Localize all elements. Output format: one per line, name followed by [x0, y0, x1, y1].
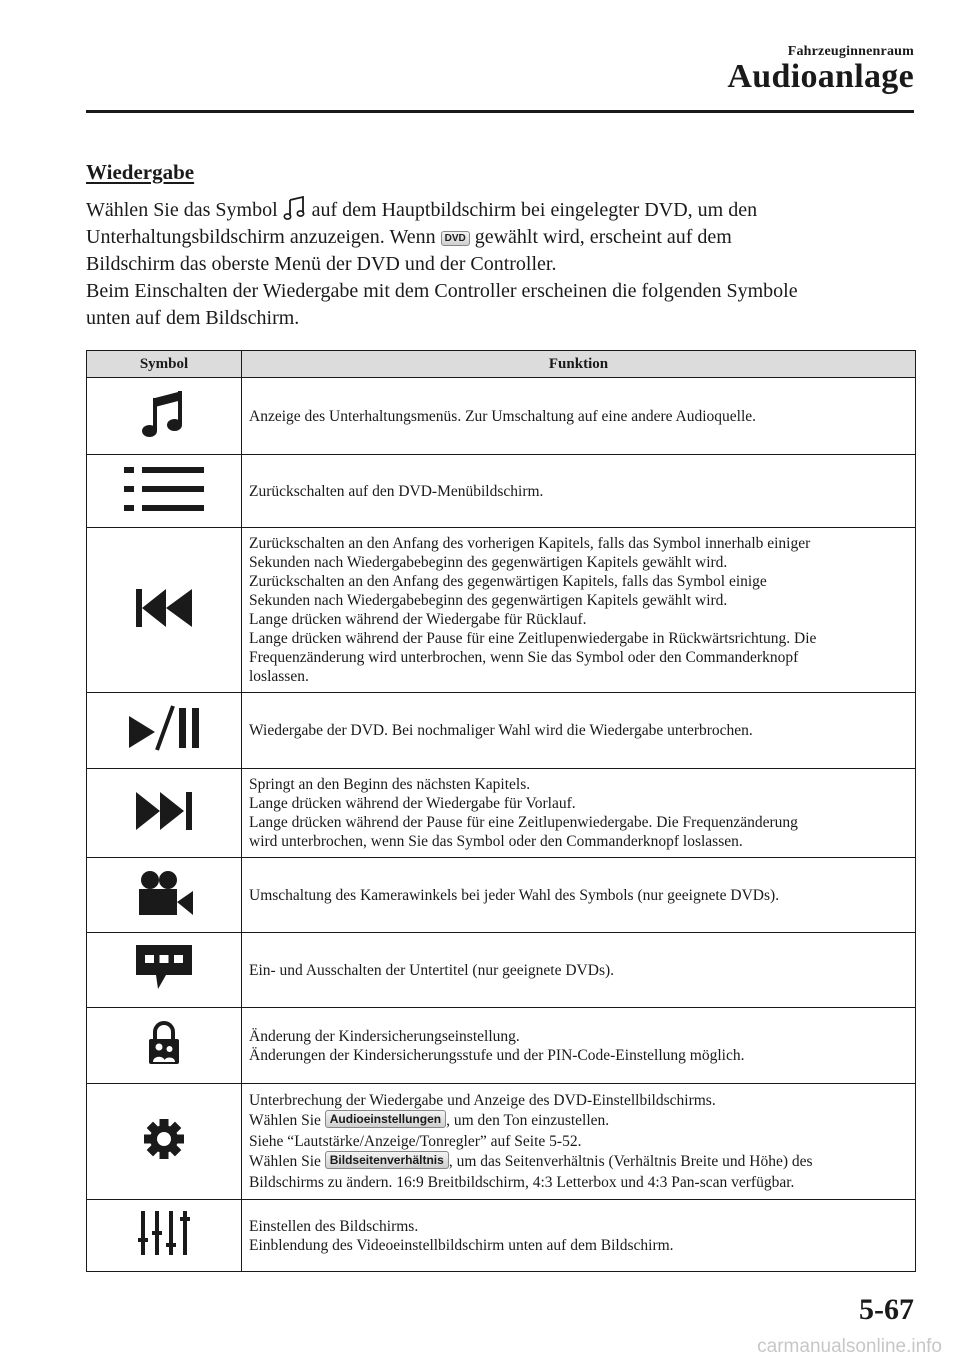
music-note-icon [283, 195, 307, 221]
intro-text: unten auf dem Bildschirm. [86, 307, 300, 329]
symbol-cell [87, 378, 242, 455]
function-cell [242, 378, 916, 455]
intro-paragraph [86, 195, 916, 332]
symbol-cell [87, 933, 242, 1008]
symbol-cell [87, 1008, 242, 1084]
function-text: Änderungen der Kindersicherungsstufe und der PIN-Code-Einstellung möglich. [249, 1046, 745, 1064]
page-number: 5-67 [859, 1293, 914, 1326]
intro-text: Unterhaltungsbildschirm anzuzeigen. Wenn [86, 226, 436, 248]
function-text: Bildschirms zu ändern. 16:9 Breitbildschirm, 4:3 Letterbox und 4:3 Pan-scan verfügbar. [249, 1174, 795, 1191]
audio-settings-chip: Audioeinstellungen [325, 1110, 446, 1128]
table-header-row [87, 351, 916, 378]
table-row [87, 1200, 916, 1272]
function-text: Sekunden nach Wiedergabebeginn des gegenwärtigen Kapitels gewählt wird. [249, 592, 728, 609]
function-cell [242, 933, 916, 1008]
table-row [87, 693, 916, 769]
parental-lock-icon [148, 1021, 180, 1065]
function-text: Einstellen des Bildschirms. [249, 1217, 419, 1235]
function-cell [242, 1200, 916, 1272]
function-text: Zurückschalten auf den DVD-Menübildschirm. [249, 482, 544, 500]
column-header-symbol: Symbol [87, 351, 242, 378]
function-text: Einblendung des Videoeinstellbildschirm unten auf dem Bildschirm. [249, 1236, 674, 1254]
table-row [87, 1008, 916, 1084]
symbol-cell [87, 528, 242, 693]
function-cell [242, 1008, 916, 1084]
function-cell [242, 858, 916, 933]
intro-text: auf dem Hauptbildschirm bei eingelegter DVD, um den [311, 199, 758, 221]
function-text: Wählen Sie [249, 1112, 321, 1129]
function-cell [242, 693, 916, 769]
function-cell [242, 769, 916, 858]
function-text: Wählen Sie [249, 1153, 321, 1170]
subtitle-icon [136, 945, 192, 991]
dvd-chip: DVD [441, 231, 470, 246]
function-text: Lange drücken während der Pause für eine Zeitlupenwiedergabe in Rückwärtsrichtung. Die [249, 630, 817, 647]
symbol-cell [87, 1200, 242, 1272]
function-text: Wiedergabe der DVD. Bei nochmaliger Wahl wird die Wiedergabe unterbrochen. [249, 722, 753, 739]
function-text: , um das Seitenverhältnis (Verhältnis Breite und Höhe) des [448, 1153, 813, 1170]
function-text: Lange drücken während der Pause für eine Zeitlupenwiedergabe. Die Frequenzänderung [249, 814, 798, 831]
column-header-function: Funktion [242, 351, 916, 378]
gear-icon [143, 1118, 185, 1160]
table-row [87, 455, 916, 528]
function-text-line [249, 1110, 905, 1132]
table-row [87, 378, 916, 455]
skip-forward-icon [136, 792, 192, 830]
symbol-function-table [86, 350, 916, 1272]
symbol-cell [87, 455, 242, 528]
watermark: carmanualsonline.info [757, 1336, 942, 1357]
video-settings-icon [138, 1209, 190, 1257]
table-row [87, 769, 916, 858]
aspect-ratio-chip: Bildseitenverhältnis [325, 1151, 449, 1169]
section-title: Fahrzeuginnenraum [787, 44, 914, 59]
symbol-cell [87, 693, 242, 769]
symbol-cell [87, 1084, 242, 1200]
intro-text: gewählt wird, erscheint auf dem [474, 226, 732, 248]
intro-text: Beim Einschalten der Wiedergabe mit dem Controller erscheinen die folgenden Symbole [86, 280, 798, 302]
intro-text: Bildschirm das oberste Menü der DVD und der Controller. [86, 253, 557, 275]
function-text: Unterbrechung der Wiedergabe und Anzeige des DVD-Einstellbildschirms. [249, 1092, 716, 1109]
function-text-line [249, 1151, 905, 1173]
symbol-cell [87, 769, 242, 858]
function-text: Lange drücken während der Wiedergabe für Rücklauf. [249, 611, 587, 628]
function-text: Lange drücken während der Wiedergabe für Vorlauf. [249, 795, 576, 812]
function-cell [242, 455, 916, 528]
function-text: Umschaltung des Kamerawinkels bei jeder Wahl des Symbols (nur geeignete DVDs). [249, 886, 780, 904]
chapter-title: Audioanlage [727, 58, 914, 95]
function-text: Anzeige des Unterhaltungsmenüs. Zur Umschaltung auf eine andere Audioquelle. [249, 407, 757, 425]
function-text: , um den Ton einzustellen. [446, 1112, 610, 1129]
function-text: Änderung der Kindersicherungseinstellung. [249, 1027, 520, 1045]
function-text: Springt an den Beginn des nächsten Kapitels. [249, 776, 531, 793]
table-row [87, 528, 916, 693]
function-cell [242, 528, 916, 693]
play-pause-icon [127, 704, 201, 752]
symbol-cell [87, 858, 242, 933]
function-text: Siehe “Lautstärke/Anzeige/Tonregler” auf Seite 5-52. [249, 1133, 582, 1150]
function-text: Zurückschalten an den Anfang des gegenwärtigen Kapitels, falls das Symbol einige [249, 573, 767, 590]
skip-back-icon [136, 589, 192, 627]
page-heading: Wiedergabe [86, 160, 195, 184]
table-row [87, 858, 916, 933]
function-text: Sekunden nach Wiedergabebeginn des gegenwärtigen Kapitels gewählt wird. [249, 554, 728, 571]
function-text: Frequenzänderung wird unterbrochen, wenn Sie das Symbol oder den Commanderknopf [249, 649, 799, 666]
intro-text: Wählen Sie das Symbol [86, 199, 278, 221]
camera-angle-icon [135, 869, 193, 917]
function-text: Ein- und Ausschalten der Untertitel (nur geeignete DVDs). [249, 961, 615, 979]
table-row [87, 1084, 916, 1200]
function-text: wird unterbrochen, wenn Sie das Symbol oder den Commanderknopf loslassen. [249, 833, 743, 850]
function-cell [242, 1084, 916, 1200]
list-menu-icon [124, 465, 204, 513]
table-row [87, 933, 916, 1008]
header-rule [86, 110, 914, 113]
function-text: loslassen. [249, 668, 309, 685]
function-text: Zurückschalten an den Anfang des vorherigen Kapitels, falls das Symbol innerhalb einiger [249, 535, 811, 552]
music-note-icon [142, 388, 186, 440]
